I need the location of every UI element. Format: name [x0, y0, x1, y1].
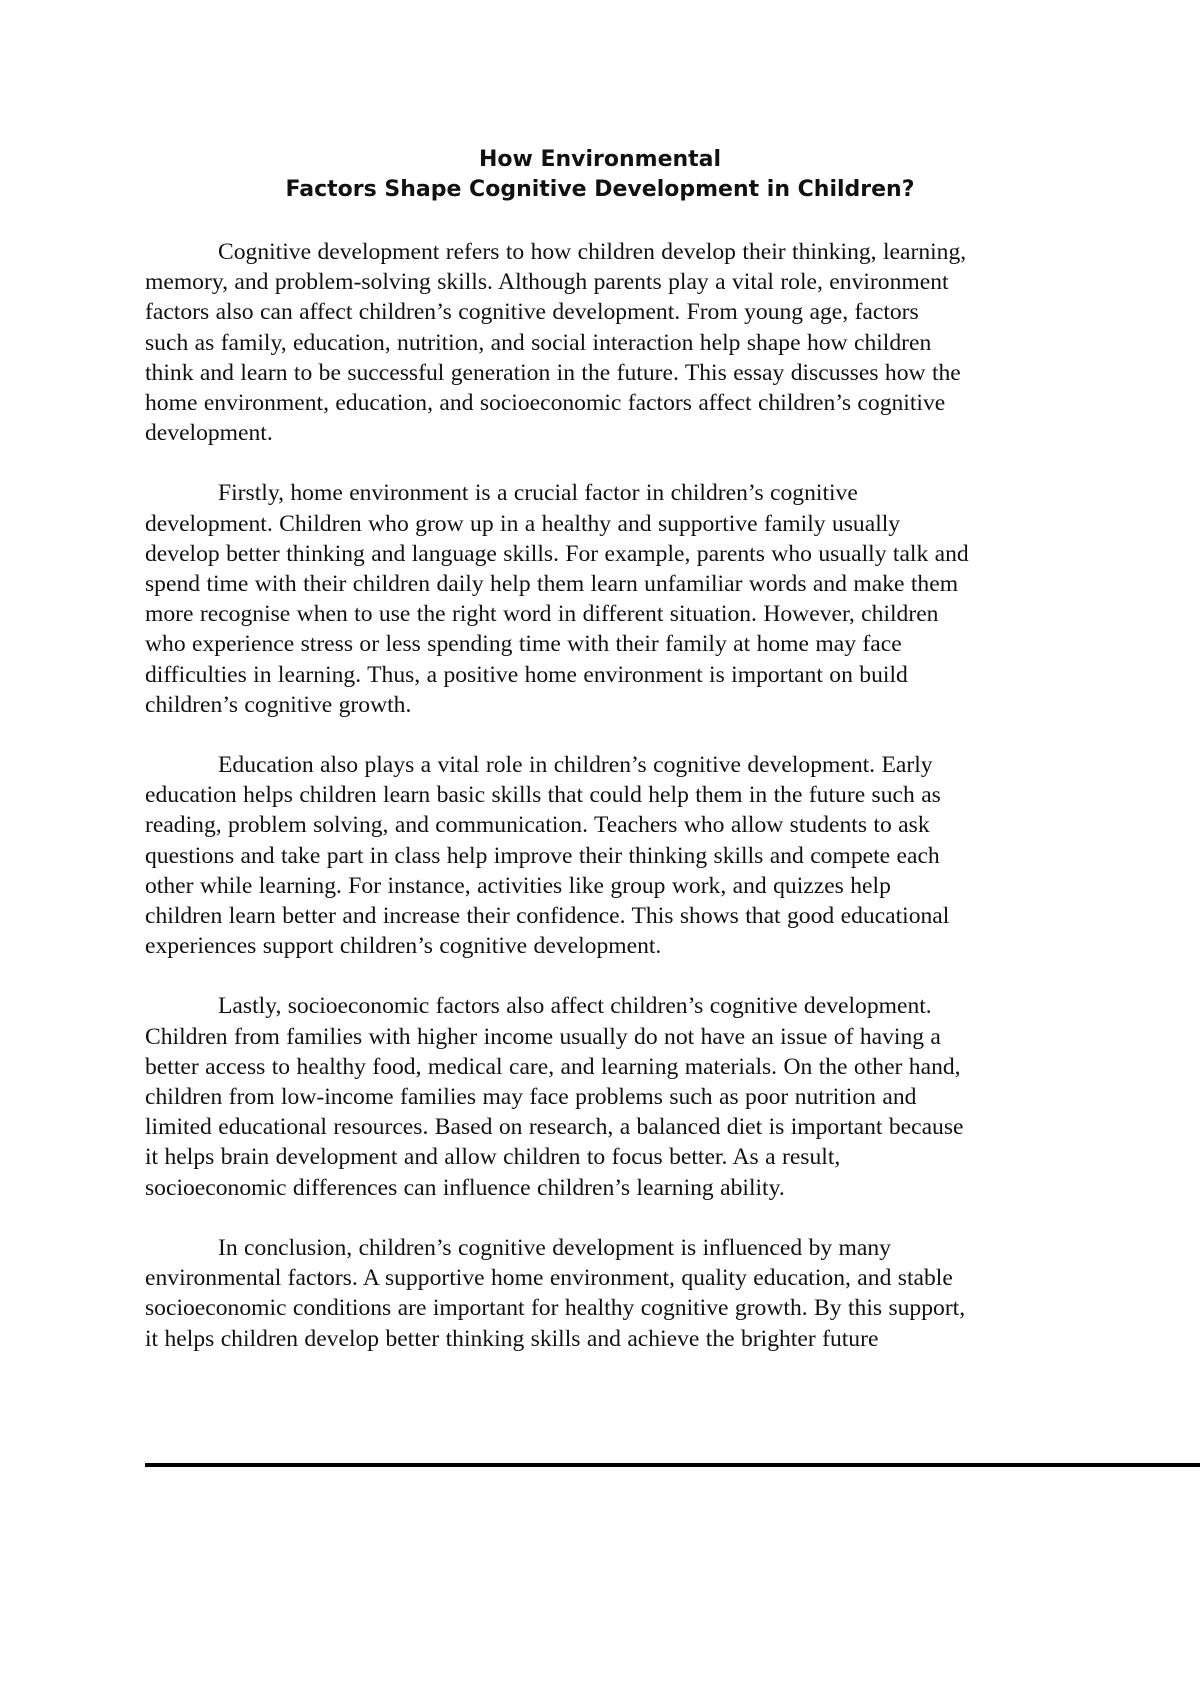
- text-line: children from low-income families may face problems such as poor nutrition and: [145, 1084, 917, 1111]
- text-line: other while learning. For instance, activities like group work, and quizzes help: [145, 872, 891, 899]
- text-line: Firstly, home environment is a crucial factor in children’s cognitive: [218, 480, 858, 507]
- text-line: who experience stress or less spending time with their family at home may face: [145, 631, 902, 658]
- paragraph-introduction: [145, 237, 1060, 448]
- horizontal-rule: [145, 1463, 1200, 1467]
- text-line: Cognitive development refers to how children develop their thinking, learning,: [218, 239, 967, 265]
- text-line: children’s cognitive growth.: [145, 691, 412, 718]
- text-line: reading, problem solving, and communication. Teachers who allow students to ask: [145, 812, 930, 839]
- text-line: Lastly, socioeconomic factors also affect children’s cognitive development.: [218, 993, 932, 1020]
- title-line-2: Factors Shape Cognitive Development in Children?: [285, 177, 915, 202]
- text-line: spend time with their children daily help them learn unfamiliar words and make them: [145, 571, 959, 598]
- text-line: education helps children learn basic skills that could help them in the future such as: [145, 782, 941, 809]
- text-line: memory, and problem-solving skills. Although parents play a vital role, environment: [145, 269, 949, 296]
- paragraph-education: [145, 750, 1060, 961]
- text-line: children learn better and increase their confidence. This shows that good educational: [145, 903, 950, 930]
- text-line: limited educational resources. Based on research, a balanced diet is important because: [145, 1114, 964, 1141]
- title-line-1: How Environmental: [478, 147, 722, 172]
- text-line: better access to healthy food, medical care, and learning materials. On the other hand,: [145, 1053, 961, 1080]
- text-line: more recognise when to use the right word in different situation. However, children: [145, 601, 939, 628]
- text-line: think and learn to be successful generation in the future. This essay discusses how the: [145, 359, 961, 386]
- text-line: socioeconomic conditions are important for healthy cognitive growth. By this support,: [145, 1295, 966, 1322]
- text-line: develop better thinking and language skills. For example, parents who usually talk and: [145, 540, 969, 567]
- text-line: Children from families with higher income usually do not have an issue of having a: [145, 1023, 941, 1050]
- text-line: experiences support children’s cognitive development.: [145, 933, 662, 960]
- paragraph-conclusion: [145, 1233, 1060, 1354]
- text-line: difficulties in learning. Thus, a positive home environment is important on build: [145, 661, 908, 688]
- text-line: factors also can affect children’s cognitive development. From young age, factors: [145, 299, 919, 326]
- text-line: home environment, education, and socioeconomic factors affect children’s cognitive: [145, 390, 946, 417]
- text-line: environmental factors. A supportive home environment, quality education, and stable: [145, 1265, 953, 1292]
- text-line: questions and take part in class help improve their thinking skills and compete each: [145, 842, 940, 869]
- text-line: development.: [145, 420, 273, 447]
- paragraph-home-environment: [145, 478, 1060, 720]
- essay-body: [145, 237, 1060, 1384]
- text-line: Education also plays a vital role in children’s cognitive development. Early: [218, 752, 933, 779]
- text-line: socioeconomic differences can influence children’s learning ability.: [145, 1174, 785, 1201]
- text-line: such as family, education, nutrition, and social interaction help shape how children: [145, 329, 932, 356]
- text-line: it helps brain development and allow children to focus better. As a result,: [145, 1144, 841, 1171]
- document-title: [0, 145, 1200, 205]
- text-line: development. Children who grow up in a healthy and supportive family usually: [145, 510, 901, 537]
- paragraph-socioeconomic: [145, 991, 1060, 1202]
- text-line: In conclusion, children’s cognitive development is influenced by many: [218, 1234, 891, 1261]
- text-line: it helps children develop better thinking skills and achieve the brighter future: [145, 1325, 879, 1352]
